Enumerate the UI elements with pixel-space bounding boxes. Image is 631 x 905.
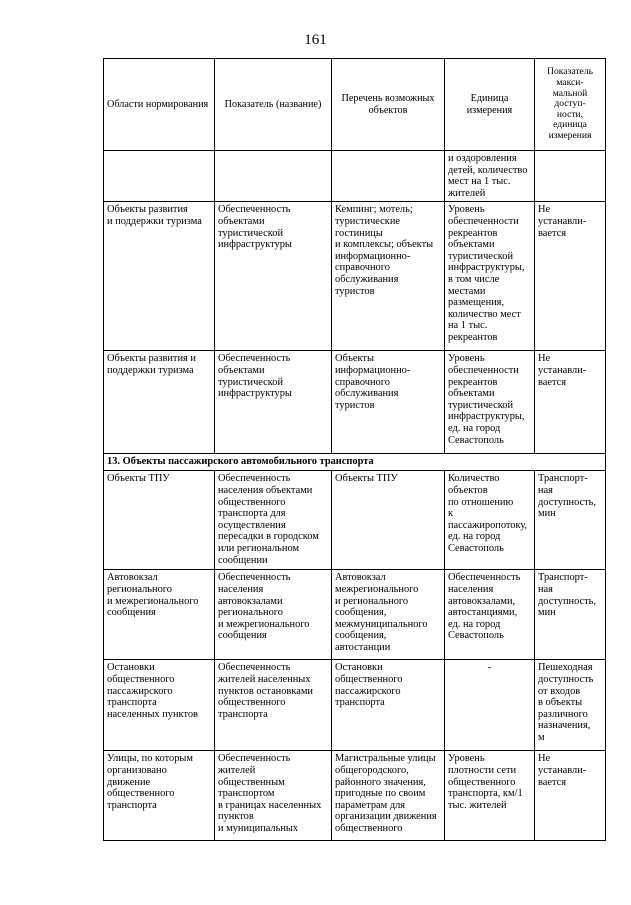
- table-cell: Обеспеченность населения объектами общественного транспорта для осуществления пересадки в городском или региональном сообщении: [215, 471, 332, 570]
- table-cell: Транспорт- ная доступность, мин: [535, 471, 606, 570]
- table-cell: Обеспеченность жителей общественным транспортом в границах населенных пунктов и муниципальных: [215, 751, 332, 841]
- header-max-accessibility: Показатель макси- мальной доступ- ности, единица измерения: [535, 59, 606, 151]
- section-header-row: [104, 454, 606, 471]
- table-row: [104, 202, 606, 351]
- page-number: 161: [304, 32, 327, 48]
- table-cell: [215, 151, 332, 202]
- table-cell: Обеспеченность населения автовокзалами регионального и межрегионального сообщения: [215, 570, 332, 660]
- table-cell: Уровень плотности сети общественного транспорта, км/1 тыс. жителей: [445, 751, 535, 841]
- header-areas: Области нормирования: [104, 59, 215, 151]
- standards-table: [103, 58, 606, 841]
- table-cell: Автовокзал межрегионального и регионального сообщения, межмуниципального сообщения, автостанции: [332, 570, 445, 660]
- table-cell: [535, 151, 606, 202]
- header-unit: Единица измерения: [445, 59, 535, 151]
- table-cell: [332, 151, 445, 202]
- table-cell: [104, 151, 215, 202]
- table-cell: Не устанавли- вается: [535, 751, 606, 841]
- table-cell: Магистральные улицы общегородского, районного значения, пригодные по своим параметрам для организации движения общественного: [332, 751, 445, 841]
- table-cell: Объекты информационно- справочного обслуживания туристов: [332, 351, 445, 454]
- table-cell: Обеспеченность объектами туристической инфраструктуры: [215, 202, 332, 351]
- table-cell: Кемпинг; мотель; туристические гостиницы и комплексы; объекты информационно- справочного обслуживания туристов: [332, 202, 445, 351]
- table-cell: -: [445, 660, 535, 751]
- table-row: [104, 660, 606, 751]
- table-cell: Объекты ТПУ: [104, 471, 215, 570]
- table-row: [104, 151, 606, 202]
- header-indicator: Показатель (название): [215, 59, 332, 151]
- table-header-row: [104, 59, 606, 151]
- table-row: [104, 471, 606, 570]
- section-title: 13. Объекты пассажирского автомобильного транспорта: [104, 454, 606, 471]
- table-cell: Обеспеченность объектами туристической инфраструктуры: [215, 351, 332, 454]
- header-objects: Перечень возможных объектов: [332, 59, 445, 151]
- table-cell: Объекты развития и поддержки туризма: [104, 351, 215, 454]
- table-cell: Не устанавли- вается: [535, 202, 606, 351]
- table-cell: Уровень обеспеченности рекреантов объектами туристической инфраструктуры, в том числе местами размещения, количество мест на 1 тыс. рекреантов: [445, 202, 535, 351]
- table-cell: Улицы, по которым организовано движение общественного транспорта: [104, 751, 215, 841]
- table-cell: Остановки общественного пассажирского транспорта населенных пунктов: [104, 660, 215, 751]
- table-cell: Обеспеченность жителей населенных пунктов остановками общественного транспорта: [215, 660, 332, 751]
- table-cell: Не устанавли- вается: [535, 351, 606, 454]
- table-row: [104, 751, 606, 841]
- table-row: [104, 570, 606, 660]
- table-cell: Объекты развития и поддержки туризма: [104, 202, 215, 351]
- table-cell: Автовокзал регионального и межрегионального сообщения: [104, 570, 215, 660]
- table-cell: Пешеходная доступность от входов в объекты различного назначения, м: [535, 660, 606, 751]
- table-cell: Остановки общественного пассажирского транспорта: [332, 660, 445, 751]
- table-cell: Объекты ТПУ: [332, 471, 445, 570]
- table-row: [104, 351, 606, 454]
- table-cell: Обеспеченность населения автовокзалами, автостанциями, ед. на город Севастополь: [445, 570, 535, 660]
- table-cell: Транспорт- ная доступность, мин: [535, 570, 606, 660]
- table-cell: и оздоровления детей, количество мест на 1 тыс. жителей: [445, 151, 535, 202]
- table-cell: Уровень обеспеченности рекреантов объектами туристической инфраструктуры, ед. на город Севастополь: [445, 351, 535, 454]
- table-cell: Количество объектов по отношению к пассажиропотоку, ед. на город Севастополь: [445, 471, 535, 570]
